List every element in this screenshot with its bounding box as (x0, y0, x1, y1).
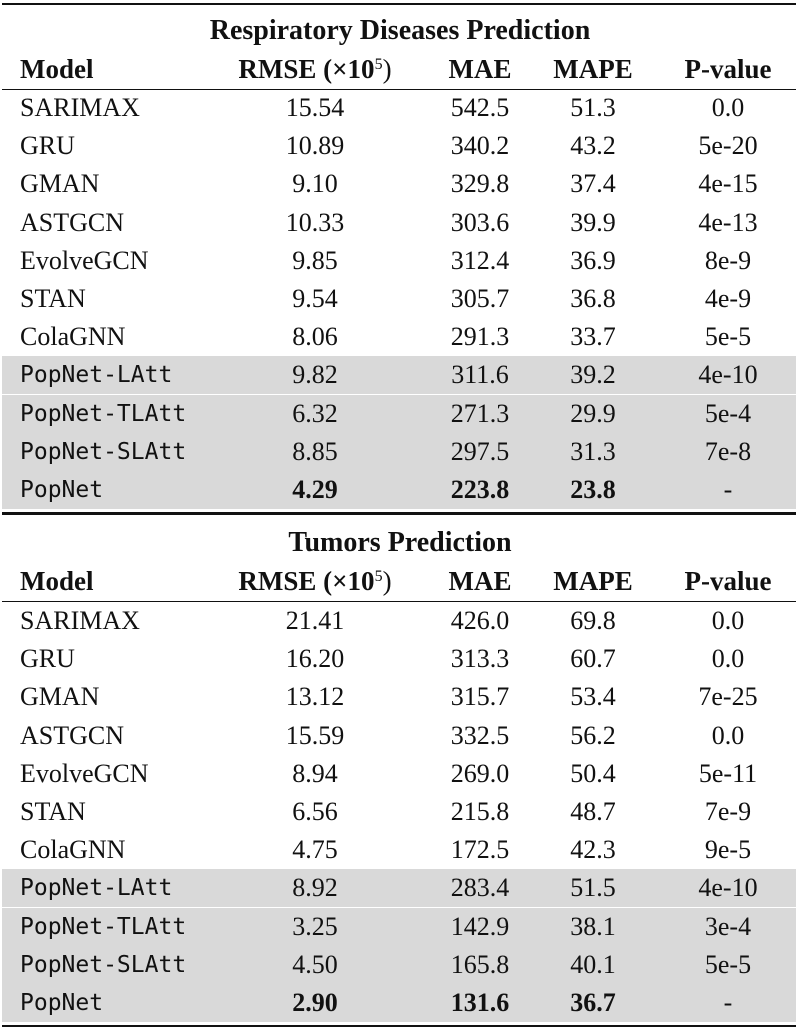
rmse-cell: 9.10 (292, 169, 338, 199)
table-header (2, 50, 796, 88)
pvalue-cell: 7e-25 (698, 682, 758, 712)
mae-cell: 311.6 (451, 360, 509, 390)
pvalue-cell: 4e-10 (698, 873, 758, 903)
mae-cell: 340.2 (450, 131, 510, 161)
table-row (2, 242, 796, 280)
pvalue-cell: 7e-8 (704, 436, 752, 466)
pvalue-cell: 4e-10 (698, 360, 758, 390)
mae-cell: 315.7 (450, 682, 510, 712)
model-cell: PopNet (20, 477, 104, 503)
pvalue-cell: 9e-5 (704, 835, 752, 865)
mae-cell: 297.5 (450, 436, 510, 466)
pvalue-cell: 0.0 (711, 93, 745, 122)
table-row (2, 318, 796, 356)
model-cell: GMAN (20, 682, 100, 712)
mae-cell: 426.0 (450, 606, 510, 635)
mape-cell: 60.7 (570, 644, 616, 674)
section-title: Tumors Prediction (288, 527, 512, 558)
mae-cell: 303.6 (450, 207, 510, 237)
rmse-cell: 4.29 (292, 475, 338, 504)
pvalue-cell: 0.0 (711, 644, 745, 674)
table-row (2, 395, 796, 433)
model-cell: SARIMAX (20, 93, 140, 122)
rmse-cell: 8.94 (292, 758, 338, 788)
model-cell: PopNet-SLAtt (20, 951, 187, 978)
top-rule (2, 3, 796, 5)
pvalue-cell: - (723, 475, 733, 504)
table-row (2, 433, 796, 471)
table-row (2, 678, 796, 716)
model-cell: PopNet-TLAtt (20, 913, 187, 940)
mape-cell: 48.7 (570, 797, 616, 826)
table-header (2, 562, 796, 600)
mae-cell: 305.7 (450, 284, 510, 313)
header-mae: MAE (448, 566, 512, 596)
rmse-cell: 13.12 (285, 682, 345, 712)
mae-cell: 291.3 (450, 322, 510, 352)
rmse-cell: 2.90 (292, 988, 338, 1017)
mape-cell: 33.7 (570, 322, 616, 352)
table-row (2, 831, 796, 869)
table-row (2, 127, 796, 165)
mape-cell: 36.7 (570, 988, 616, 1017)
rmse-cell: 3.25 (292, 911, 338, 941)
rmse-cell: 8.85 (292, 436, 338, 466)
section-title: Respiratory Diseases Prediction (209, 15, 591, 46)
pvalue-cell: 7e-9 (704, 797, 752, 826)
mape-cell: 39.9 (570, 207, 616, 237)
model-cell: SARIMAX (20, 606, 140, 635)
model-cell: ASTGCN (20, 720, 125, 750)
table-row (2, 640, 796, 678)
header-pvalue: P-value (684, 54, 772, 84)
rmse-cell: 21.41 (285, 606, 345, 635)
table-row (2, 793, 796, 831)
model-cell: ColaGNN (20, 835, 126, 865)
table-row (2, 471, 796, 509)
rmse-cell: 10.33 (285, 207, 345, 237)
mape-cell: 51.5 (570, 873, 616, 903)
model-cell: PopNet-SLAtt (20, 438, 187, 465)
mape-cell: 43.2 (570, 131, 616, 161)
table-row (2, 869, 796, 907)
pvalue-cell: 0.0 (711, 720, 745, 750)
rmse-cell: 15.59 (285, 720, 345, 750)
header-model: Model (20, 566, 94, 596)
mape-cell: 36.9 (570, 245, 616, 275)
table-row (2, 908, 796, 946)
pvalue-cell: 5e-4 (704, 398, 752, 428)
mape-cell: 31.3 (570, 436, 616, 466)
pvalue-cell: 8e-9 (704, 245, 752, 275)
mape-cell: 36.8 (570, 284, 616, 313)
model-cell: PopNet-TLAtt (20, 400, 187, 427)
model-cell: ColaGNN (20, 322, 126, 352)
mape-cell: 40.1 (570, 949, 616, 979)
mape-cell: 50.4 (570, 758, 616, 788)
rmse-cell: 4.50 (292, 949, 338, 979)
model-cell: EvolveGCN (20, 245, 149, 275)
mae-cell: 329.8 (450, 169, 510, 199)
mae-cell: 313.3 (450, 644, 510, 674)
mape-cell: 69.8 (570, 606, 616, 635)
rmse-cell: 4.75 (292, 835, 338, 865)
model-cell: GMAN (20, 169, 100, 199)
pvalue-cell: 0.0 (711, 606, 745, 635)
rmse-cell: 9.54 (292, 284, 338, 313)
mae-cell: 271.3 (450, 398, 510, 428)
model-cell: STAN (20, 284, 86, 313)
mape-cell: 42.3 (570, 835, 616, 865)
mae-cell: 283.4 (450, 873, 510, 903)
mape-cell: 37.4 (570, 169, 616, 199)
header-mape: MAPE (553, 54, 633, 84)
section-divider (2, 512, 796, 515)
header-rmse: RMSE $(\times 10^5)$ (238, 566, 392, 596)
rmse-cell: 15.54 (285, 93, 345, 122)
model-cell: GRU (20, 644, 75, 674)
table-row (2, 356, 796, 394)
mae-cell: 332.5 (450, 720, 510, 750)
table-row (2, 602, 796, 640)
pvalue-cell: 5e-11 (698, 758, 758, 788)
rmse-cell: 8.92 (292, 873, 338, 903)
mape-cell: 56.2 (570, 720, 616, 750)
table-row (2, 755, 796, 793)
pvalue-cell: 5e-20 (698, 131, 758, 161)
mae-cell: 223.8 (450, 475, 510, 504)
rmse-cell: 9.85 (292, 245, 338, 275)
pvalue-cell: 3e-4 (704, 911, 752, 941)
pvalue-cell: 4e-13 (698, 207, 758, 237)
mae-cell: 172.5 (450, 835, 510, 865)
mae-cell: 215.8 (450, 797, 510, 826)
table-row (2, 946, 796, 984)
mae-cell: 142.9 (450, 911, 510, 941)
model-cell: PopNet-LAtt (20, 362, 173, 389)
mape-cell: 53.4 (570, 682, 616, 712)
pvalue-cell: 5e-5 (704, 322, 752, 352)
table-row (2, 984, 796, 1022)
header-mape: MAPE (553, 566, 633, 596)
pvalue-cell: - (723, 988, 733, 1017)
rmse-cell: 16.20 (285, 644, 345, 674)
rmse-cell: 6.56 (292, 797, 338, 826)
header-mae: MAE (448, 54, 512, 84)
mae-cell: 269.0 (450, 758, 510, 788)
rmse-cell: 6.32 (292, 398, 338, 428)
rmse-cell: 8.06 (292, 322, 338, 352)
mae-cell: 312.4 (450, 245, 510, 275)
bottom-rule (2, 1025, 796, 1027)
mae-cell: 542.5 (450, 93, 510, 122)
table-row (2, 280, 796, 318)
mape-cell: 51.3 (570, 93, 616, 122)
table-row (2, 165, 796, 203)
pvalue-cell: 4e-9 (704, 284, 752, 313)
table-row (2, 717, 796, 755)
model-cell: PopNet (20, 990, 104, 1016)
mae-cell: 165.8 (450, 949, 510, 979)
header-pvalue: P-value (684, 566, 772, 596)
model-cell: GRU (20, 131, 75, 161)
rmse-cell: 9.82 (292, 360, 338, 390)
pvalue-cell: 5e-5 (704, 949, 752, 979)
rmse-cell: 10.89 (285, 131, 345, 161)
mape-cell: 23.8 (570, 475, 616, 504)
model-cell: STAN (20, 797, 86, 826)
header-model: Model (20, 54, 94, 84)
mape-cell: 29.9 (570, 398, 616, 428)
model-cell: ASTGCN (20, 207, 125, 237)
pvalue-cell: 4e-15 (698, 169, 758, 199)
model-cell: PopNet-LAtt (20, 875, 173, 902)
table-row (2, 204, 796, 242)
model-cell: EvolveGCN (20, 758, 149, 788)
mape-cell: 39.2 (570, 360, 616, 390)
table-row (2, 89, 796, 127)
header-rmse: RMSE $(\times 10^5)$ (238, 54, 392, 84)
mape-cell: 38.1 (570, 911, 616, 941)
mae-cell: 131.6 (450, 988, 510, 1017)
